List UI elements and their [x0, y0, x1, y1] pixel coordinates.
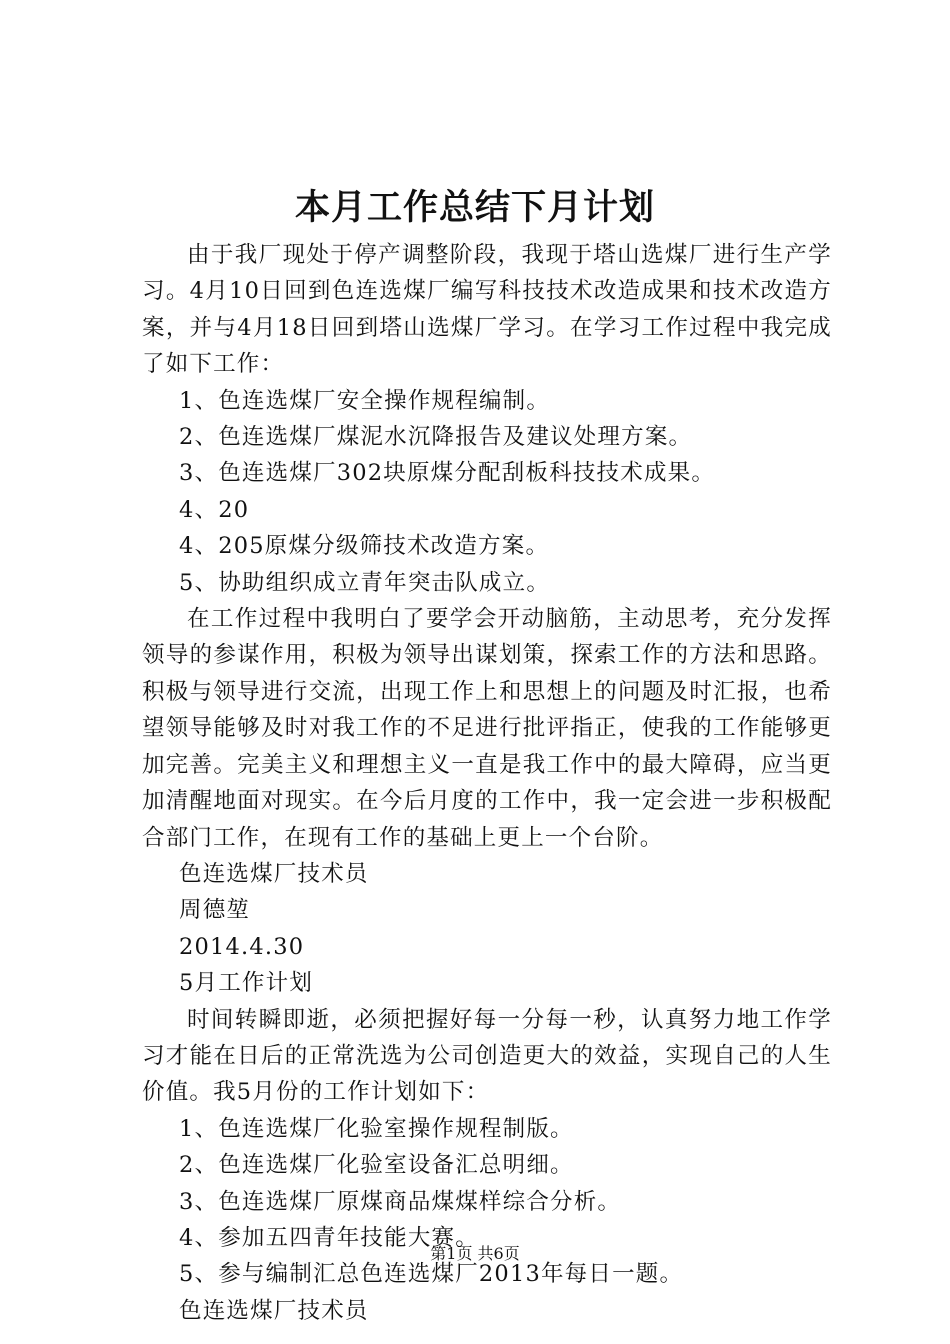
- page-footer: 第1页 共6页: [430, 1244, 520, 1263]
- list-item: 5、参与编制汇总色连选煤厂2013年每日一题。: [179, 1261, 684, 1288]
- document-body: [142, 237, 832, 1329]
- list-item: 3、色连选煤厂302块原煤分配刮板科技技术成果。: [179, 460, 716, 487]
- signature-date: 2014.4.30: [179, 933, 305, 960]
- signature-name: 周德堃: [179, 897, 251, 924]
- document-title: 本月工作总结下月计划: [294, 188, 655, 228]
- reflection-paragraph: 在工作过程中我明白了要学会开动脑筋，主动思考，充分发挥领导的参谋作用，积极为领导出谋划策，探索工作的方法和思路。积极与领导进行交流，出现工作上和思想上的问题及时汇报，也希望领导能够及时对我工作的不足进行批评指正，使我的工作能够更加完善。完美主义和理想主义一直是我工作中的最大障碍，应当更加清醒地面对现实。在今后月度的工作中，我一定会进一步积极配合部门工作，在现有工作的基础上更上一个台阶。: [142, 606, 832, 851]
- list-item: 2、色连选煤厂化验室设备汇总明细。: [179, 1152, 574, 1179]
- list-item: 4、参加五四青年技能大赛。: [179, 1224, 479, 1251]
- list-item: 1、色连选煤厂安全操作规程编制。: [179, 387, 551, 414]
- section-heading: 5月工作计划: [179, 970, 314, 997]
- plan-intro-paragraph: 时间转瞬即逝，必须把握好每一分每一秒，认真努力地工作学习才能在日后的正常洗选为公司创造更大的效益，实现自己的人生价值。我5月份的工作计划如下：: [142, 1006, 832, 1106]
- intro-paragraph: 由于我厂现处于停产调整阶段，我现于塔山选煤厂进行生产学习。4月10日回到色连选煤厂编写科技技术改造成果和技术改造方案，并与4月18日回到塔山选煤厂学习。在学习工作过程中我完成了如下工作：: [142, 242, 832, 378]
- list-item: 5、协助组织成立青年突击队成立。: [179, 569, 551, 596]
- list-item: 4、20: [179, 496, 250, 523]
- signature-title: 色连选煤厂技术员: [179, 1297, 369, 1324]
- list-item: 4、205原煤分级筛技术改造方案。: [179, 533, 550, 560]
- list-item: 1、色连选煤厂化验室操作规程制版。: [179, 1115, 574, 1142]
- list-item: 3、色连选煤厂原煤商品煤煤样综合分析。: [179, 1188, 622, 1215]
- list-item: 2、色连选煤厂煤泥水沉降报告及建议处理方案。: [179, 424, 693, 451]
- signature-title: 色连选煤厂技术员: [179, 860, 369, 887]
